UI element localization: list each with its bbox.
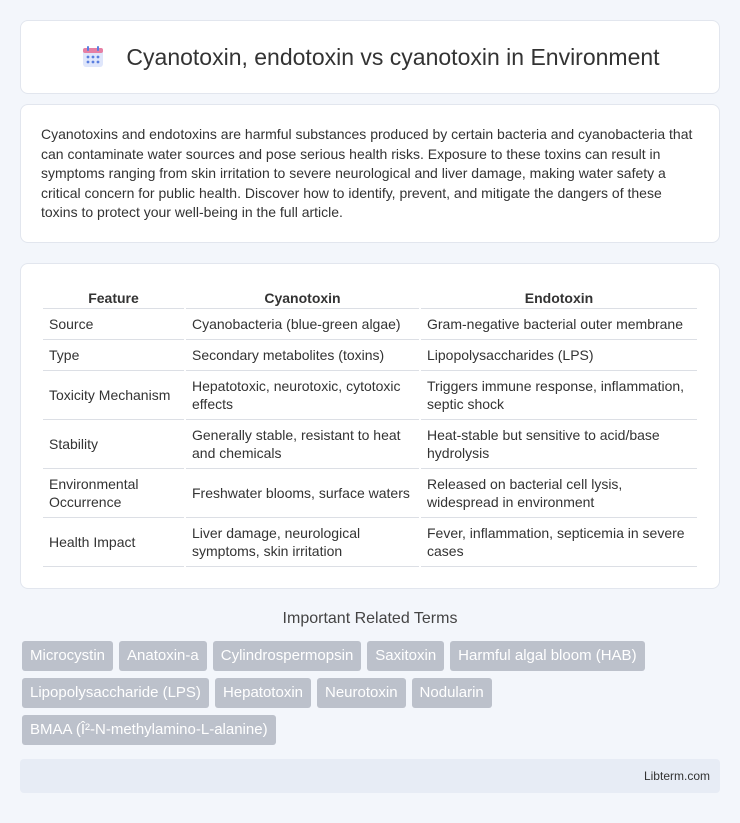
comparison-card	[20, 263, 720, 589]
table-cell: Heat-stable but sensitive to acid/base hydrolysis	[421, 420, 697, 469]
related-term-tag[interactable]: Anatoxin-a	[119, 641, 207, 671]
related-term-tag[interactable]: Microcystin	[22, 641, 113, 671]
table-cell: Type	[43, 340, 184, 371]
table-cell: Liver damage, neurological symptoms, skin irritation	[186, 518, 419, 567]
related-term-tag[interactable]: Hepatotoxin	[215, 678, 311, 708]
table-row	[43, 420, 697, 469]
table-cell: Released on bacterial cell lysis, widespread in environment	[421, 469, 697, 518]
table-cell: Freshwater blooms, surface waters	[186, 469, 419, 518]
related-term-tag[interactable]: Saxitoxin	[367, 641, 444, 671]
table-cell: Hepatotoxic, neurotoxic, cytotoxic effects	[186, 371, 419, 420]
table-cell: Generally stable, resistant to heat and chemicals	[186, 420, 419, 469]
intro-card	[20, 104, 720, 243]
related-terms-list	[22, 641, 722, 752]
table-cell: Stability	[43, 420, 184, 469]
related-term-tag[interactable]: BMAA (Î²-N-methylamino-L-alanine)	[22, 715, 276, 745]
related-terms-title: Important Related Terms	[282, 610, 458, 627]
related-term-tag[interactable]: Harmful algal bloom (HAB)	[450, 641, 644, 671]
table-cell: Cyanobacteria (blue-green algae)	[186, 309, 419, 340]
header-cyanotoxin: Cyanotoxin	[186, 284, 419, 309]
related-term-tag[interactable]: Cylindrospermopsin	[213, 641, 362, 671]
table-cell: Source	[43, 309, 184, 340]
table-row	[43, 469, 697, 518]
footer-site-link[interactable]: Libterm.com	[643, 769, 710, 783]
table-cell: Toxicity Mechanism	[43, 371, 184, 420]
table-cell: Gram-negative bacterial outer membrane	[421, 309, 697, 340]
table-row	[43, 309, 697, 340]
related-term-tag[interactable]: Nodularin	[412, 678, 492, 708]
table-row	[43, 518, 697, 567]
table-cell: Triggers immune response, inflammation, septic shock	[421, 371, 697, 420]
footer	[20, 759, 720, 793]
related-term-tag[interactable]: Lipopolysaccharide (LPS)	[22, 678, 209, 708]
table-row	[43, 371, 697, 420]
page-title: Cyanotoxin, endotoxin vs cyanotoxin in Environment	[126, 43, 660, 70]
intro-text: Cyanotoxins and endotoxins are harmful substances produced by certain bacteria and cyanobacteria that can contaminate water sources and pose serious health risks. Exposure to these toxins can result in symptoms ranging from skin irritation to severe neurological and liver damage, making water safety a critical concern for public health. Discover how to identify, prevent, and mitigate the dangers of these toxins to protect your well-being in the full article.	[41, 126, 693, 221]
table-cell: Fever, inflammation, septicemia in severe cases	[421, 518, 697, 567]
calendar-grid-icon	[80, 44, 106, 70]
header-card	[20, 20, 720, 94]
table-cell: Environmental Occurrence	[43, 469, 184, 518]
header-feature: Feature	[43, 284, 184, 309]
header-endotoxin: Endotoxin	[421, 284, 697, 309]
table-row	[43, 340, 697, 371]
related-term-tag[interactable]: Neurotoxin	[317, 678, 406, 708]
table-cell: Health Impact	[43, 518, 184, 567]
table-header-row	[43, 284, 697, 309]
table-cell: Secondary metabolites (toxins)	[186, 340, 419, 371]
comparison-table	[41, 284, 699, 567]
table-cell: Lipopolysaccharides (LPS)	[421, 340, 697, 371]
